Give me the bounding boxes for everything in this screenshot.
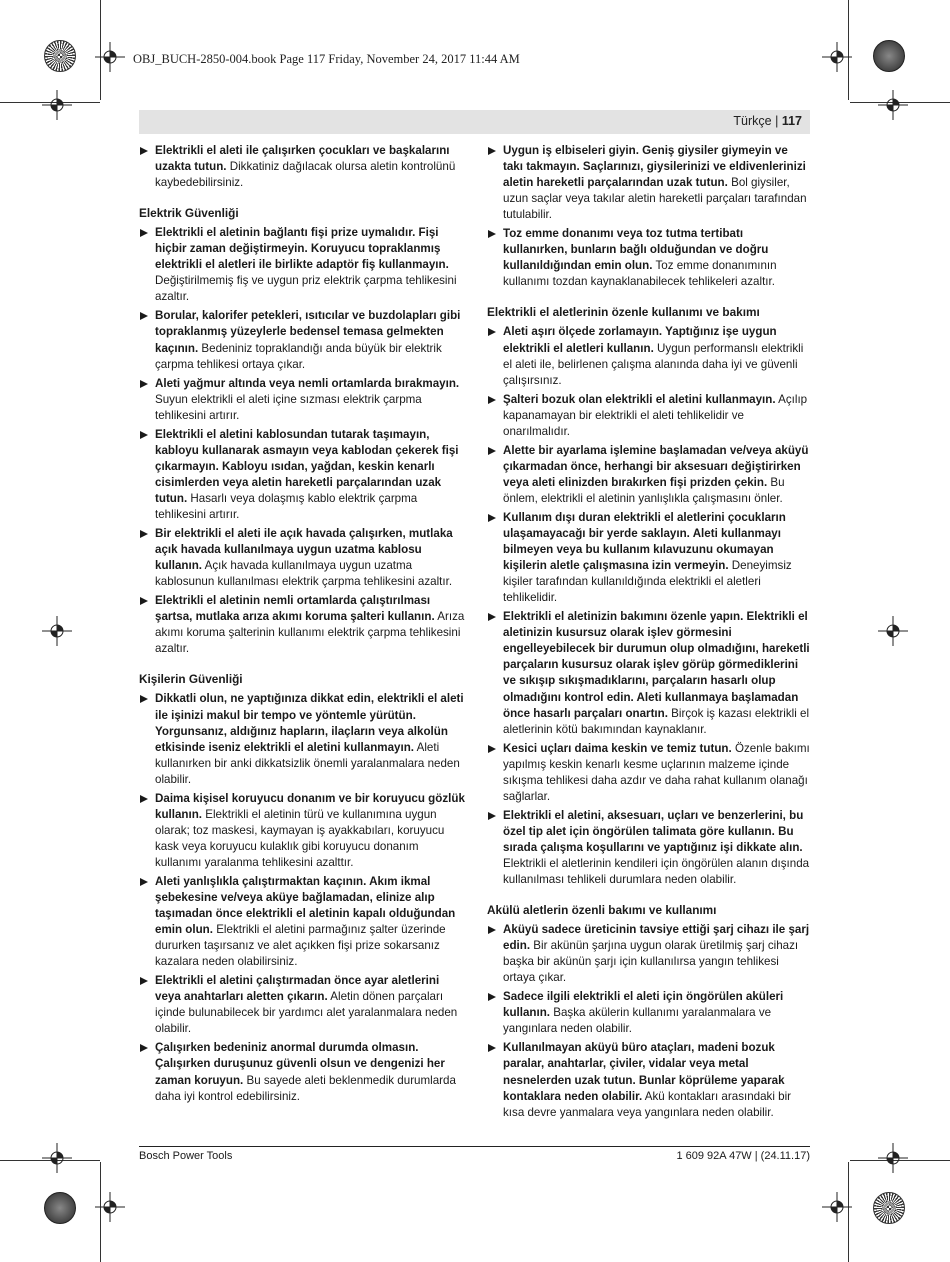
page-number: 117	[781, 114, 802, 128]
item-text: Toz emme donanımının kullanımı tozdan kaynaklanabilecek tehlikeleri azaltır.	[503, 259, 777, 289]
item-text: Bedeniniz topraklandığı anda büyük bir elektrik çarpma tehlikesi ortaya çıkar.	[155, 341, 442, 371]
item-text: Dikkatiniz dağılacak olursa aletin kontrolünü kaybedebilirsiniz.	[155, 160, 456, 190]
bullet-triangle-icon	[140, 229, 148, 237]
section-heading: Elektrikli el aletlerinin özenle kullanımı ve bakımı	[487, 305, 760, 320]
bullet-triangle-icon	[488, 328, 496, 336]
item-bold-text: Aleti yanlışlıkla çalıştırmaktan kaçının. Akım ikmal şebekesine ve/veya aküye bağlamadan, elinize alıp taşımadan önce elektrikli el aletinin kapalı olduğundan emin olun.	[155, 874, 456, 937]
crosshair-target-icon	[42, 90, 72, 120]
right-column	[487, 143, 810, 1124]
list-item	[487, 808, 810, 888]
list-item	[139, 143, 465, 191]
item-bold-text: Elektrikli el aletini, aksesuarı, uçları ve benzerlerini, bu özel tip alet için öngörülen talimata göre kullanın. Bu sırada çalışma koşullarını ve yaptığınız işi dikkate alın.	[503, 808, 804, 854]
list-item	[487, 922, 810, 986]
list-item	[487, 143, 810, 223]
item-text: Aleti kullanırken bir anki dikkatsizlik önemli yaralanmalara neden olabilir.	[155, 740, 460, 786]
list-item	[139, 376, 465, 424]
bullet-triangle-icon	[140, 1044, 148, 1052]
list-item	[487, 1040, 810, 1120]
item-text: Değiştirilmemiş fiş ve uygun priz elektrik çarpma tehlikesini azaltır.	[155, 274, 457, 304]
item-bold-text: Uygun iş elbiseleri giyin. Geniş giysiler giymeyin ve takı takmayın. Saçlarınızı, giysilerinizi ve eldivenlerinizi aletin hareketli parçalarından uzak tutun.	[503, 144, 806, 190]
item-text: Birçok iş kazası elektrikli el aletlerinin kötü bakımından kaynaklanır.	[503, 706, 810, 736]
registration-starburst-icon	[44, 40, 76, 72]
item-text: Açık havada kullanılmaya uygun uzatma kablosunun kullanılması elektrik çarpma tehlikesini azaltır.	[155, 559, 453, 589]
list-item	[487, 510, 810, 606]
item-bold-text: Dikkatli olun, ne yaptığınıza dikkat edin, elektrikli el aleti ile işinizi makul bir tempo ve yöntemle yürütün. Yorgunsanız, aldığınız hapların, ilaçların veya alkolün etkisinde iseniz elektrikli el aletini kullanmayın.	[155, 692, 464, 754]
list-item	[139, 427, 465, 523]
bullet-triangle-icon	[488, 1044, 496, 1052]
list-item	[139, 308, 465, 372]
bullet-triangle-icon	[140, 597, 148, 605]
list-item	[139, 593, 465, 657]
item-text: Elektrikli el aletlerinin kendileri için öngörülen alanın dışında kullanılması tehlikeli durumlara neden olabilir.	[503, 856, 810, 887]
item-text: Akü kontakları arasındaki bir kısa devre yanmalara veya yangınlara neden olabilir.	[503, 1089, 792, 1119]
item-bold-text: Kullanılmayan aküyü büro ataçları, madeni bozuk paralar, anahtarlar, çiviler, vidalar veya metal nesnelerden uzak tutun. Bunlar köprüleme yaparak kontaklara neden olabilir.	[503, 1041, 785, 1103]
list-item	[139, 973, 465, 1037]
bullet-triangle-icon	[140, 878, 148, 886]
item-bold-text: Borular, kalorifer petekleri, ısıtıcılar ve buzdolapları gibi topraklanmış yüzeylerle bedensel temasa gelmekten kaçının.	[155, 309, 461, 355]
left-column	[139, 143, 465, 1108]
header-separator: |	[771, 114, 782, 128]
section-heading: Akülü aletlerin özenli bakımı ve kullanımı	[487, 903, 717, 918]
registration-gray-icon	[873, 40, 905, 72]
list-item	[487, 226, 810, 290]
item-text: Özenle bakımı yapılmış keskin kenarlı kesme uçlarının malzeme içinde sıkışma tehlikesi daha azdır ve daha rahat kullanım olanağı sağlarlar.	[503, 741, 810, 803]
bullet-triangle-icon	[488, 230, 496, 238]
bullet-triangle-icon	[488, 147, 496, 155]
item-bold-text: Kullanım dışı duran elektrikli el aletlerini çocukların ulaşamayacağı bir yerde saklayın. Aleti kullanmayı bilmeyen veya bu kullanım kılavuzunu okumayan kişilerin aletle çalışmasına izin vermeyin.	[503, 510, 786, 573]
item-bold-text: Aleti aşırı ölçede zorlamayın. Yaptığınız işe uygun elektrikli el aletleri kullanın.	[503, 325, 777, 355]
list-item	[139, 1040, 465, 1104]
page-header	[733, 114, 802, 128]
crosshair-target-icon	[42, 1143, 72, 1173]
item-text: Hasarlı veya dolaşmış kablo elektrik çarpma tehlikesini artırır.	[155, 491, 418, 521]
item-bold-text: Elektrikli el aleti ile çalışırken çocukları ve başkalarını uzakta tutun.	[155, 144, 450, 174]
crosshair-target-icon	[878, 1143, 908, 1173]
list-item	[139, 791, 465, 871]
bullet-triangle-icon	[140, 380, 148, 388]
section-heading: Kişilerin Güvenliği	[139, 672, 243, 687]
item-text: Elektrikli el aletini parmağınız şalter üzerinde dururken taşırsanız ve alet açıkken fişi prize sokarsanız kazalara neden olabilirsiniz.	[155, 923, 446, 969]
list-item	[487, 609, 810, 737]
crosshair-target-icon	[878, 90, 908, 120]
crosshair-target-icon	[822, 1192, 852, 1222]
item-text: Elektrikli el aletinin türü ve kullanımına uygun olarak; toz maskesi, kaymayan iş ayakkabıları, koruyucu kask veya koruyucu kulaklık gibi koruyucu donanım kullanımı yaralanma tehlikesini azalttır.	[155, 807, 445, 869]
item-text: Aletin dönen parçaları içinde bulunabilecek bir yardımcı alet yaralanmalara neden olabilir.	[155, 990, 458, 1036]
item-text: Bu sayede aleti beklenmedik durumlarda daha iyi kontrol edebilirsiniz.	[155, 1073, 456, 1103]
bullet-triangle-icon	[488, 926, 496, 934]
bullet-triangle-icon	[488, 613, 496, 621]
footer-rule	[139, 1146, 810, 1147]
crosshair-target-icon	[42, 616, 72, 646]
item-bold-text: Elektrikli el aletini kablosundan tutarak taşımayın, kabloyu kullanarak asmayın veya kablodan çekerek fişi çıkarmayın. Kabloyu ısıdan, yağdan, keskin kenarlı cisimlerden veya aletin hareketli parçalarından uzak tutun.	[155, 427, 459, 505]
item-bold-text: Alette bir ayarlama işlemine başlamadan ve/veya aküyü çıkarmadan önce, herhangi bir aksesuarı değiştirirken veya aleti elinizden bırakırken fişi prizden çekin.	[503, 443, 809, 489]
bullet-triangle-icon	[488, 447, 496, 455]
item-bold-text: Çalışırken bedeniniz anormal durumda olmasın. Çalışırken duruşunuz güvenli olsun ve dengenizi her zaman koruyun.	[155, 1041, 445, 1087]
bullet-triangle-icon	[488, 396, 496, 404]
item-text: Uygun performanslı elektrikli el aleti ile, belirlenen çalışma alanında daha iyi ve güvenli çalışırsınız.	[503, 341, 804, 387]
bullet-triangle-icon	[140, 530, 148, 538]
item-bold-text: Aküyü sadece üreticinin tavsiye ettiği şarj cihazı ile şarj edin.	[503, 923, 810, 953]
list-item	[139, 526, 465, 590]
crosshair-target-icon	[95, 1192, 125, 1222]
bullet-triangle-icon	[140, 147, 148, 155]
page-header-band	[139, 110, 810, 134]
item-text: Deneyimsiz kişiler tarafından kullanıldığında elektrikli el aletleri tehlikelidir.	[503, 559, 792, 605]
bullet-triangle-icon	[488, 745, 496, 753]
item-bold-text: Toz emme donanımı veya toz tutma tertibatı kullanırken, bunların bağlı olduğundan ve doğru kullanıldığından emin olun.	[503, 227, 769, 273]
item-bold-text: Elektrikli el aletini çalıştırmadan önce ayar aletlerini veya anahtarları aletten çıkarın.	[155, 974, 440, 1004]
list-item	[487, 443, 810, 507]
bullet-triangle-icon	[488, 812, 496, 820]
bullet-triangle-icon	[488, 514, 496, 522]
item-text: Suyun elektrikli el aleti içine sızması elektrik çarpma tehlikesini artırır.	[155, 392, 422, 422]
item-bold-text: Elektrikli el aletinin nemli ortamlarda çalıştırılması şartsa, mutlaka arıza akımı koruma şalteri kullanın.	[155, 594, 435, 624]
bullet-triangle-icon	[140, 312, 148, 320]
list-item	[487, 324, 810, 388]
item-bold-text: Kesici uçları daima keskin ve temiz tutun.	[503, 741, 732, 755]
print-header: OBJ_BUCH-2850-004.book Page 117 Friday, November 24, 2017 11:44 AM	[133, 52, 520, 66]
item-text: Açılıp kapanamayan bir elektrikli el aleti tehlikelidir ve onarılmalıdır.	[503, 392, 808, 438]
crosshair-target-icon	[878, 616, 908, 646]
item-text: Arıza akımı koruma şalterinin kullanımı elektrik çarpma tehlikesini azaltır.	[155, 610, 465, 656]
bullet-triangle-icon	[140, 695, 148, 703]
item-bold-text: Elektrikli el aletinizin bakımını özenle yapın. Elektrikli el aletinizin kusursuz olarak işlev görmesini engelleyebilecek bir durumun olup olmadığını, hareketli parçaların kusursuz olarak işlev görüp görmediklerini ve sıkışıp sıkışmadıklarını, parçaların hasarlı olup olmadığını kontrol edin. Aleti kullanmaya başlamadan önce hasarlı parçaları onartın.	[503, 610, 810, 720]
bullet-triangle-icon	[140, 977, 148, 985]
crosshair-target-icon	[95, 42, 125, 72]
item-bold-text: Elektrikli el aletinin bağlantı fişi prize uymalıdır. Fişi hiçbir zaman değiştirmeyin. Koruyucu topraklanmış elektrikli el aletleri ile birlikte adaptör fiş kullanmayın.	[155, 226, 449, 272]
list-item	[139, 691, 465, 787]
list-item	[139, 874, 465, 970]
item-text: Bol giysiler, uzun saçlar veya takılar aletin hareketli parçaları tarafından tutulabilir.	[503, 176, 807, 222]
item-text: Başka akülerin kullanımı yaralanmalara ve yangınlara neden olabilir.	[503, 1006, 772, 1036]
item-bold-text: Sadece ilgili elektrikli el aleti için öngörülen aküleri kullanın.	[503, 990, 784, 1020]
item-bold-text: Aleti yağmur altında veya nemli ortamlarda bırakmayın.	[155, 376, 460, 390]
registration-gray-icon	[44, 1192, 76, 1224]
list-item	[487, 741, 810, 805]
item-text: Bir akünün şarjına uygun olarak üretilmiş şarj cihazı başka bir akünün şarjı için kullanılırsa yangın tehlikesi ortaya çıkar.	[503, 939, 799, 985]
footer-brand: Bosch Power Tools	[139, 1150, 233, 1162]
registration-starburst-icon	[873, 1192, 905, 1224]
section-heading: Elektrik Güvenliği	[139, 206, 239, 221]
item-bold-text: Bir elektrikli el aleti ile açık havada çalışırken, mutlaka açık havada kullanılmaya uygun uzatma kablosu kullanın.	[155, 527, 453, 573]
item-bold-text: Şalteri bozuk olan elektrikli el aletini kullanmayın.	[503, 392, 776, 406]
crosshair-target-icon	[822, 42, 852, 72]
list-item	[139, 225, 465, 305]
bullet-triangle-icon	[140, 795, 148, 803]
list-item	[487, 392, 810, 440]
item-bold-text: Daima kişisel koruyucu donanım ve bir koruyucu gözlük kullanın.	[155, 791, 465, 821]
bullet-triangle-icon	[140, 431, 148, 439]
list-item	[487, 989, 810, 1037]
item-text: Bu önlem, elektrikli el aletinin yanlışlıkla çalışmasını önler.	[503, 475, 785, 505]
header-language: Türkçe	[733, 114, 772, 128]
bullet-triangle-icon	[488, 993, 496, 1001]
footer-doc-number: 1 609 92A 47W | (24.11.17)	[676, 1150, 810, 1162]
